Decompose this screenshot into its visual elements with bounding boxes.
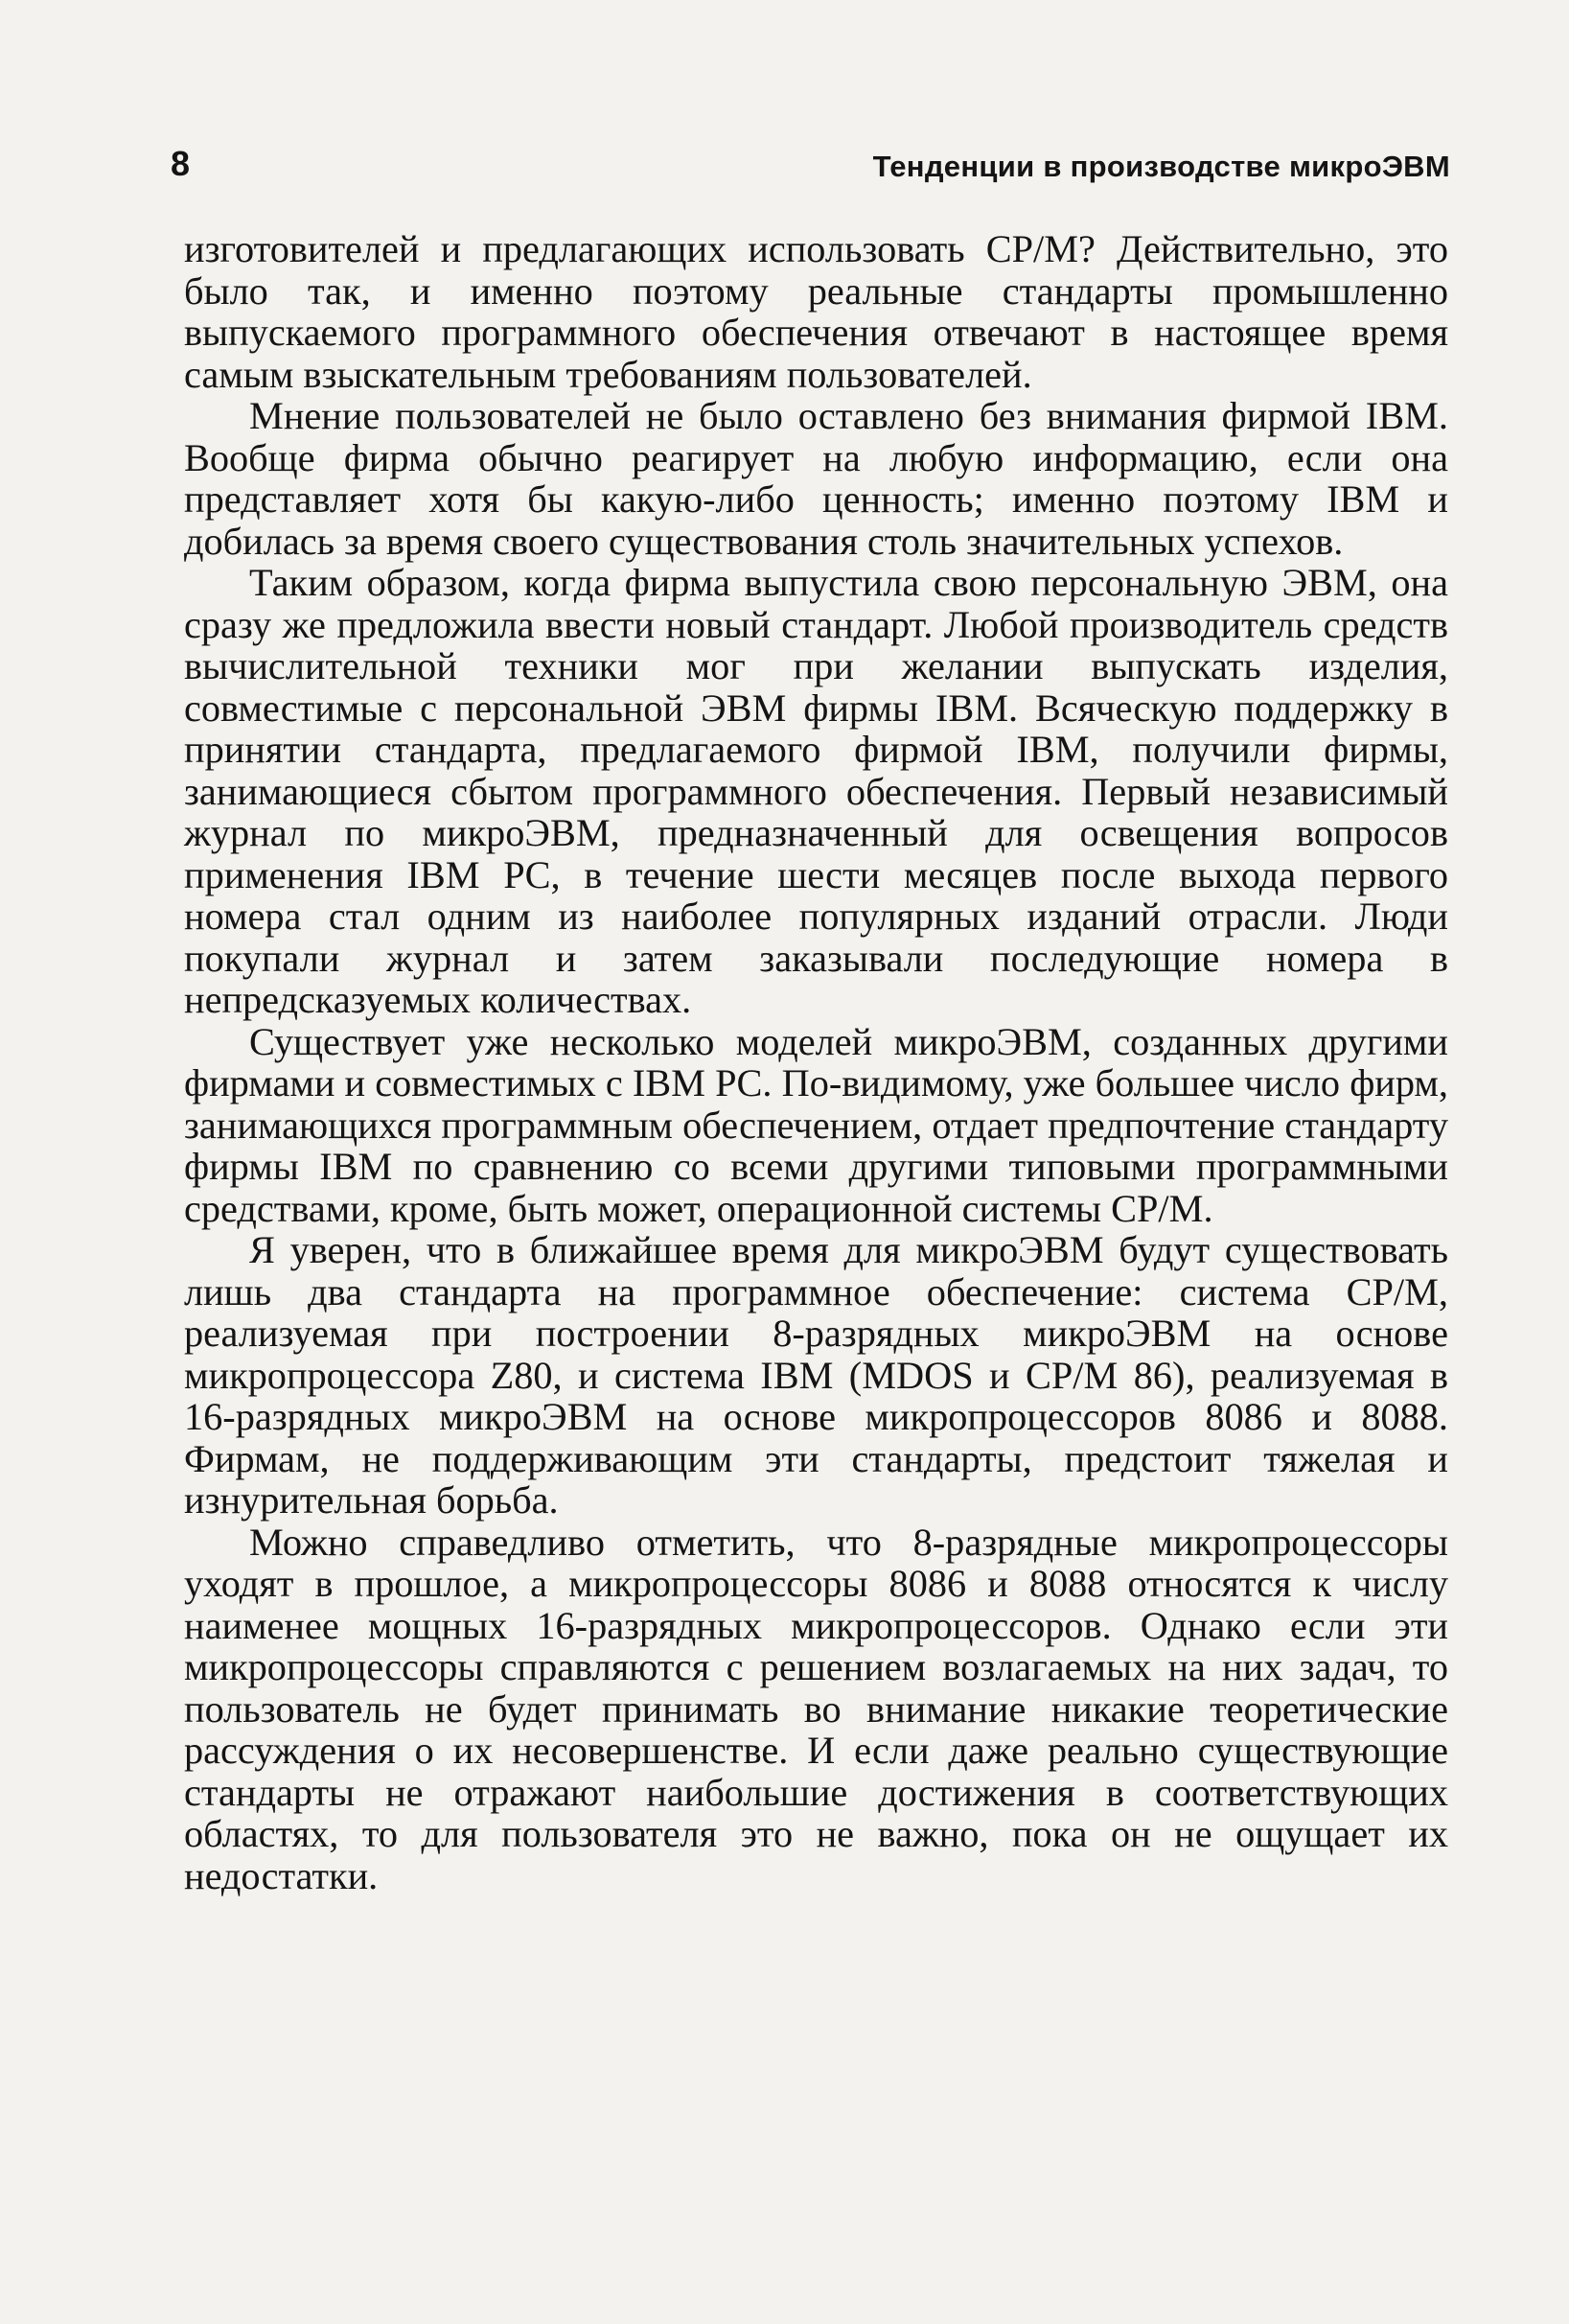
- paragraph-2: Мнение пользователей не было оставлено без внимания фирмой IBM. Вообще фирма обычно реагирует на любую информацию, если она представляет хотя бы какую-либо ценность; именно поэтому IBM и добилась за время своего существования столь значительных успехов.: [184, 394, 1448, 563]
- paragraph-3: Таким образом, когда фирма выпустила свою персональную ЭВМ, она сразу же предложила ввести новый стандарт. Любой производитель средств вычислительной техники мог при желании выпускать изделия, совместимые с персональной ЭВМ фирмы IBM. Всяческую поддержку в принятии стандарта, предлагаемого фирмой IBM, получили фирмы, занимающиеся сбытом программного обеспечения. Первый независимый журнал по микроЭВМ, предназначенный для освещения вопросов применения IBM PC, в течение шести месяцев после выхода первого номера стал одним из наиболее популярных изданий отрасли. Люди покупали журнал и затем заказывали последующие номера в непредсказуемых количествах.: [184, 561, 1448, 1021]
- paragraph-4: Существует уже несколько моделей микроЭВМ, созданных другими фирмами и совместимых с IBM PC. По-видимому, уже большее число фирм, занимающихся программным обеспечением, отдает предпочтение стандарту фирмы IBM по сравнению со всеми другими типовыми программными средствами, кроме, быть может, операционной системы CP/M.: [184, 1019, 1448, 1230]
- body-text: [184, 228, 1448, 1896]
- paragraph-6: Можно справедливо отметить, что 8-разрядные микропроцессоры уходят в прошлое, а микропроцессоры 8086 и 8088 относятся к числу наименее мощных 16-разрядных микропроцессоров. Однако если эти микропроцессоры справляются с решением возлагаемых на них задач, то пользователь не будет принимать во внимание никакие теоретические рассуждения о их несовершенстве. И если даже реально существующие стандарты не отражают наибольшие достижения в соответствующих областях, то для пользователя это не важно, пока он не ощущает их недостатки.: [184, 1520, 1448, 1897]
- running-title: Тенденции в производстве микроЭВМ: [872, 150, 1450, 183]
- page-header: [171, 142, 1450, 190]
- page-number: 8: [171, 144, 191, 183]
- paragraph-5: Я уверен, что в ближайшее время для микроЭВМ будут существовать лишь два стандарта на программное обеспечение: система CP/M, реализуемая при построении 8-разрядных микроЭВМ на основе микропроцессора Z80, и система IBM (MDOS и CP/M 86), реализуемая в 16-разрядных микроЭВМ на основе микропроцессоров 8086 и 8088. Фирмам, не поддерживающим эти стандарты, предстоит тяжелая и изнурительная борьба.: [184, 1228, 1448, 1522]
- paragraph-1: изготовителей и предлагающих использовать CP/M? Действительно, это было так, и именно поэтому реальные стандарты промышленно выпускаемого программного обеспечения отвечают в настоящее время самым взыскательным требованиям пользователей.: [184, 227, 1448, 396]
